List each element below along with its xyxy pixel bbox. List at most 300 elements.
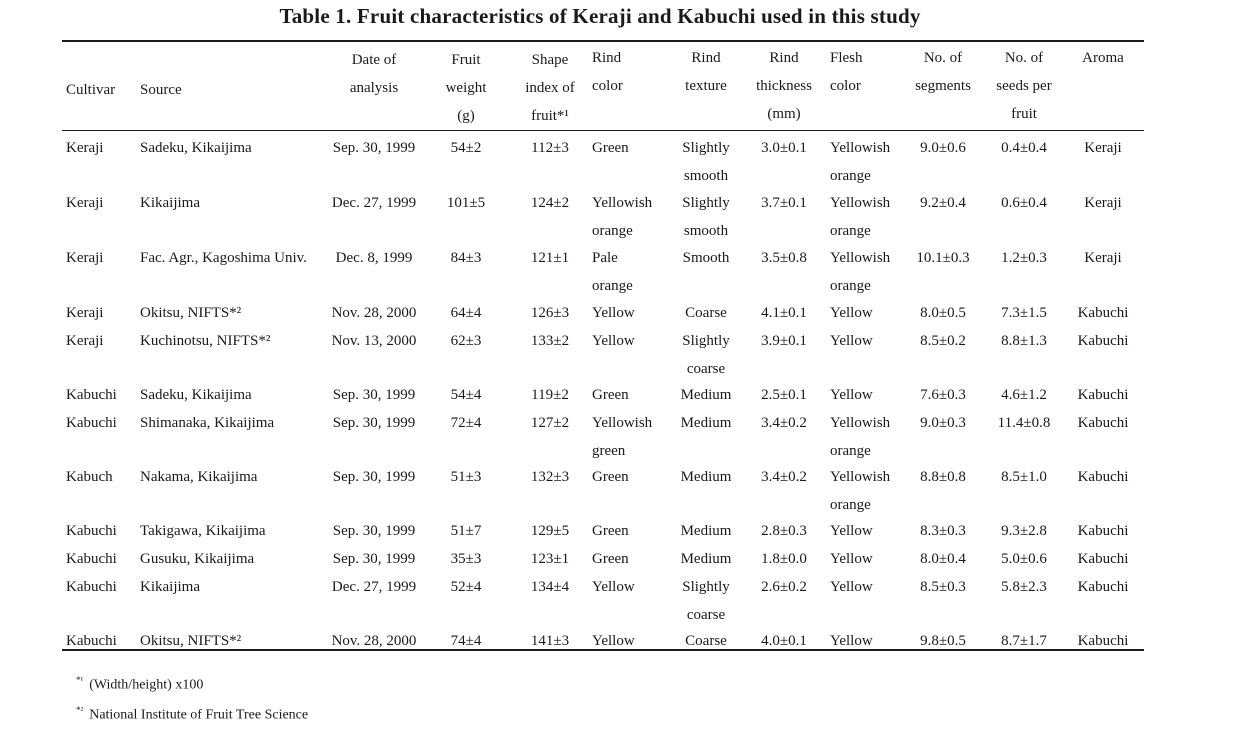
cell-shape-line: 121±1 xyxy=(530,250,570,266)
header-weight-line: weight xyxy=(445,80,487,96)
cell-aroma-line: Kabuchi xyxy=(1077,305,1129,321)
cell-weight-line: 54±4 xyxy=(450,387,482,403)
cell-rind-texture xyxy=(674,134,738,190)
header-seeds-line: fruit xyxy=(1011,106,1037,122)
cell-shape-line: 127±2 xyxy=(530,415,570,431)
cell-rind-texture-line: Medium xyxy=(680,387,732,403)
cell-rind-color xyxy=(592,545,672,573)
header-rind-color xyxy=(592,44,672,100)
cell-seeds-line: 5.8±2.3 xyxy=(1001,579,1047,595)
cell-aroma xyxy=(1068,517,1138,545)
cell-segments xyxy=(908,463,978,491)
cell-weight xyxy=(436,409,496,437)
cell-shape xyxy=(510,244,590,272)
cell-date xyxy=(322,381,426,409)
footnote-1 xyxy=(76,668,308,698)
cell-rind-thickness xyxy=(748,327,820,355)
header-weight-line: Fruit xyxy=(451,52,481,68)
cell-segments-line: 9.2±0.4 xyxy=(920,195,966,211)
cell-segments-line: 9.0±0.3 xyxy=(920,415,966,431)
cell-weight xyxy=(436,134,496,162)
cell-date xyxy=(322,627,426,655)
cell-rind-thickness-line: 3.0±0.1 xyxy=(761,140,807,156)
cell-rind-thickness xyxy=(748,409,820,437)
cell-seeds xyxy=(986,189,1062,217)
cell-date xyxy=(322,463,426,491)
cell-shape xyxy=(510,545,590,573)
header-seeds xyxy=(986,44,1062,128)
cell-flesh-color-line: Yellow xyxy=(830,579,873,595)
cell-flesh-color-line: Yellowish xyxy=(830,469,891,485)
cell-date-line: Sep. 30, 1999 xyxy=(332,140,416,156)
cell-rind-texture xyxy=(674,409,738,437)
cell-cultivar-line: Keraji xyxy=(66,250,104,266)
cell-seeds-line: 9.3±2.8 xyxy=(1001,523,1047,539)
cell-shape xyxy=(510,517,590,545)
cell-cultivar-line: Keraji xyxy=(66,305,104,321)
cell-shape-line: 126±3 xyxy=(530,305,570,321)
header-weight-line: (g) xyxy=(457,108,475,124)
cell-seeds xyxy=(986,517,1062,545)
cell-date xyxy=(322,189,426,217)
cell-flesh-color-line: orange xyxy=(830,278,871,294)
header-cultivar xyxy=(66,76,128,104)
cell-flesh-color-line: Yellow xyxy=(830,333,873,349)
cell-source xyxy=(140,573,320,601)
cell-cultivar xyxy=(66,244,128,272)
cell-source xyxy=(140,327,320,355)
cell-weight xyxy=(436,299,496,327)
header-flesh-color-line: color xyxy=(830,78,861,94)
top-rule xyxy=(62,40,1144,42)
cell-weight-line: 64±4 xyxy=(450,305,482,321)
header-rind-texture-line: texture xyxy=(685,78,727,94)
cell-source-line: Nakama, Kikaijima xyxy=(140,469,258,485)
header-date-line: Date of xyxy=(351,52,397,68)
cell-rind-texture-line: Coarse xyxy=(685,305,727,321)
cell-seeds-line: 0.4±0.4 xyxy=(1001,140,1047,156)
cell-aroma xyxy=(1068,189,1138,217)
cell-aroma xyxy=(1068,627,1138,655)
footnote-1-text: (Width/height) x100 xyxy=(89,677,204,693)
cell-aroma-line: Keraji xyxy=(1084,195,1122,211)
cell-shape-line: 134±4 xyxy=(530,579,570,595)
cell-source xyxy=(140,381,320,409)
footnote-2-text: National Institute of Fruit Tree Science xyxy=(89,707,309,723)
header-aroma xyxy=(1068,44,1138,72)
cell-shape-line: 133±2 xyxy=(530,333,570,349)
cell-rind-color-line: Yellow xyxy=(592,305,635,321)
cell-seeds xyxy=(986,381,1062,409)
cell-date xyxy=(322,517,426,545)
cell-flesh-color-line: Yellowish xyxy=(830,415,891,431)
cell-segments-line: 8.8±0.8 xyxy=(920,469,966,485)
cell-rind-texture xyxy=(674,244,738,272)
cell-flesh-color-line: orange xyxy=(830,168,871,184)
cell-flesh-color xyxy=(830,189,910,245)
cell-cultivar xyxy=(66,134,128,162)
cell-segments-line: 8.5±0.2 xyxy=(920,333,966,349)
cell-date-line: Sep. 30, 1999 xyxy=(332,469,416,485)
cell-rind-color-line: Green xyxy=(592,551,629,567)
cell-aroma-line: Keraji xyxy=(1084,250,1122,266)
header-segments-line: No. of xyxy=(923,50,963,66)
cell-shape xyxy=(510,409,590,437)
cell-aroma-line: Kabuchi xyxy=(1077,387,1129,403)
cell-segments-line: 7.6±0.3 xyxy=(920,387,966,403)
cell-aroma xyxy=(1068,299,1138,327)
cell-segments xyxy=(908,189,978,217)
cell-flesh-color xyxy=(830,545,910,573)
cell-flesh-color-line: Yellow xyxy=(830,387,873,403)
cell-flesh-color xyxy=(830,517,910,545)
header-rind-color-line: Rind xyxy=(592,50,622,66)
cell-cultivar-line: Keraji xyxy=(66,333,104,349)
cell-aroma-line: Kabuchi xyxy=(1077,633,1129,649)
cell-source xyxy=(140,299,320,327)
cell-shape xyxy=(510,189,590,217)
cell-source xyxy=(140,244,320,272)
cell-rind-color-line: Pale xyxy=(592,250,618,266)
cell-date-line: Dec. 27, 1999 xyxy=(331,195,417,211)
header-segments-line: segments xyxy=(915,78,971,94)
cell-seeds xyxy=(986,299,1062,327)
header-date-line: analysis xyxy=(349,80,399,96)
cell-rind-texture xyxy=(674,573,738,629)
cell-rind-thickness-line: 1.8±0.0 xyxy=(761,551,807,567)
cell-segments xyxy=(908,517,978,545)
cell-rind-thickness-line: 4.0±0.1 xyxy=(761,633,807,649)
cell-seeds xyxy=(986,463,1062,491)
cell-source xyxy=(140,409,320,437)
cell-rind-color-line: orange xyxy=(592,223,633,239)
cell-shape xyxy=(510,463,590,491)
cell-rind-color xyxy=(592,517,672,545)
cell-date-line: Sep. 30, 1999 xyxy=(332,387,416,403)
cell-cultivar xyxy=(66,327,128,355)
cell-source-line: Kikaijima xyxy=(140,195,200,211)
cell-cultivar xyxy=(66,627,128,655)
header-rind-thickness-line: (mm) xyxy=(767,106,801,122)
cell-rind-texture-line: coarse xyxy=(686,607,726,623)
cell-rind-color xyxy=(592,134,672,162)
cell-rind-color-line: Green xyxy=(592,469,629,485)
cell-segments xyxy=(908,409,978,437)
cell-segments-line: 8.0±0.4 xyxy=(920,551,966,567)
cell-flesh-color-line: orange xyxy=(830,223,871,239)
cell-segments xyxy=(908,327,978,355)
header-rind-thickness xyxy=(748,44,820,128)
header-shape xyxy=(510,46,590,130)
cell-rind-texture-line: Medium xyxy=(680,415,732,431)
cell-cultivar-line: Keraji xyxy=(66,195,104,211)
header-rule xyxy=(62,130,1144,131)
cell-segments xyxy=(908,299,978,327)
cell-flesh-color-line: orange xyxy=(830,497,871,513)
cell-segments xyxy=(908,627,978,655)
cell-flesh-color-line: Yellow xyxy=(830,523,873,539)
cell-date xyxy=(322,409,426,437)
cell-rind-thickness xyxy=(748,244,820,272)
cell-aroma-line: Kabuchi xyxy=(1077,415,1129,431)
cell-source xyxy=(140,545,320,573)
cell-rind-texture-line: smooth xyxy=(683,168,729,184)
cell-weight xyxy=(436,627,496,655)
header-segments xyxy=(908,44,978,100)
cell-cultivar-line: Kabuchi xyxy=(66,523,117,539)
cell-rind-thickness xyxy=(748,463,820,491)
cell-rind-texture-line: coarse xyxy=(686,361,726,377)
cell-source xyxy=(140,627,320,655)
header-rind-thickness-line: Rind xyxy=(769,50,799,66)
cell-flesh-color-line: Yellow xyxy=(830,305,873,321)
cell-weight xyxy=(436,573,496,601)
cell-cultivar-line: Kabuchi xyxy=(66,551,117,567)
cell-rind-color xyxy=(592,381,672,409)
cell-rind-texture xyxy=(674,189,738,245)
cell-aroma-line: Kabuchi xyxy=(1077,523,1129,539)
cell-rind-color-line: Yellowish xyxy=(592,415,653,431)
cell-cultivar-line: Kabuchi xyxy=(66,633,117,649)
header-rind-texture xyxy=(674,44,738,100)
cell-segments-line: 8.0±0.5 xyxy=(920,305,966,321)
header-weight xyxy=(436,46,496,130)
cell-rind-color xyxy=(592,189,672,245)
cell-rind-thickness-line: 3.9±0.1 xyxy=(761,333,807,349)
cell-seeds xyxy=(986,627,1062,655)
cell-date xyxy=(322,134,426,162)
cell-rind-texture xyxy=(674,517,738,545)
cell-aroma-line: Kabuchi xyxy=(1077,333,1129,349)
cell-rind-thickness-line: 3.4±0.2 xyxy=(761,469,807,485)
cell-flesh-color xyxy=(830,463,910,519)
cell-date xyxy=(322,244,426,272)
header-shape-line: index of xyxy=(525,80,575,96)
cell-date-line: Sep. 30, 1999 xyxy=(332,415,416,431)
cell-date-line: Sep. 30, 1999 xyxy=(332,523,416,539)
cell-seeds-line: 11.4±0.8 xyxy=(997,415,1051,431)
cell-weight-line: 35±3 xyxy=(450,551,482,567)
cell-source-line: Kikaijima xyxy=(140,579,200,595)
cell-flesh-color-line: Yellow xyxy=(830,551,873,567)
cell-source-line: Sadeku, Kikaijima xyxy=(140,387,252,403)
cell-segments xyxy=(908,545,978,573)
cell-weight xyxy=(436,327,496,355)
cell-rind-color xyxy=(592,299,672,327)
cell-segments-line: 8.5±0.3 xyxy=(920,579,966,595)
cell-aroma-line: Kabuchi xyxy=(1077,469,1129,485)
cell-date xyxy=(322,299,426,327)
header-date xyxy=(322,46,426,102)
header-rind-color-line: color xyxy=(592,78,623,94)
cell-rind-thickness-line: 4.1±0.1 xyxy=(761,305,807,321)
cell-cultivar-line: Kabuchi xyxy=(66,579,117,595)
cell-source-line: Sadeku, Kikaijima xyxy=(140,140,252,156)
header-flesh-color-line: Flesh xyxy=(830,50,863,66)
cell-weight-line: 51±7 xyxy=(450,523,482,539)
cell-rind-texture xyxy=(674,627,738,655)
cell-aroma-line: Keraji xyxy=(1084,140,1122,156)
cell-cultivar xyxy=(66,189,128,217)
cell-cultivar xyxy=(66,463,128,491)
cell-date xyxy=(322,545,426,573)
cell-shape xyxy=(510,627,590,655)
header-rind-thickness-line: thickness xyxy=(756,78,812,94)
footnote-2 xyxy=(76,698,308,728)
cell-rind-texture xyxy=(674,299,738,327)
cell-weight-line: 62±3 xyxy=(450,333,482,349)
cell-cultivar-line: Keraji xyxy=(66,140,104,156)
cell-flesh-color xyxy=(830,409,910,465)
cell-weight-line: 52±4 xyxy=(450,579,482,595)
cell-rind-thickness xyxy=(748,573,820,601)
cell-segments xyxy=(908,244,978,272)
cell-shape-line: 132±3 xyxy=(530,469,570,485)
header-aroma-line: Aroma xyxy=(1082,50,1124,66)
cell-source xyxy=(140,463,320,491)
cell-rind-texture xyxy=(674,327,738,383)
cell-rind-thickness xyxy=(748,517,820,545)
footnote-2-mark: *² xyxy=(76,704,84,715)
cell-weight xyxy=(436,545,496,573)
header-shape-line: fruit*¹ xyxy=(531,108,569,124)
cell-seeds-line: 7.3±1.5 xyxy=(1001,305,1047,321)
cell-weight xyxy=(436,463,496,491)
cell-seeds-line: 8.5±1.0 xyxy=(1001,469,1047,485)
cell-weight-line: 74±4 xyxy=(450,633,482,649)
cell-flesh-color xyxy=(830,134,910,190)
cell-flesh-color xyxy=(830,327,910,355)
cell-aroma xyxy=(1068,463,1138,491)
cell-shape-line: 112±3 xyxy=(531,140,569,156)
cell-rind-texture-line: Slightly xyxy=(682,333,730,349)
cell-rind-color xyxy=(592,463,672,491)
cell-flesh-color xyxy=(830,299,910,327)
cell-rind-thickness-line: 2.5±0.1 xyxy=(761,387,807,403)
cell-flesh-color xyxy=(830,244,910,300)
cell-rind-texture-line: Medium xyxy=(680,523,732,539)
cell-date-line: Dec. 27, 1999 xyxy=(331,579,417,595)
cell-rind-thickness xyxy=(748,627,820,655)
cell-rind-thickness xyxy=(748,381,820,409)
cell-rind-color-line: green xyxy=(592,443,626,459)
cell-date-line: Nov. 28, 2000 xyxy=(331,305,417,321)
cell-date-line: Nov. 28, 2000 xyxy=(331,633,417,649)
cell-aroma-line: Kabuchi xyxy=(1077,579,1129,595)
cell-source xyxy=(140,517,320,545)
cell-cultivar xyxy=(66,573,128,601)
cell-rind-thickness-line: 2.6±0.2 xyxy=(761,579,807,595)
cell-date xyxy=(322,327,426,355)
cell-rind-texture-line: Medium xyxy=(680,551,732,567)
cell-rind-texture-line: Slightly xyxy=(682,140,730,156)
cell-cultivar xyxy=(66,517,128,545)
cell-rind-texture-line: Coarse xyxy=(685,633,727,649)
cell-shape-line: 123±1 xyxy=(530,551,570,567)
cell-shape xyxy=(510,573,590,601)
cell-shape-line: 141±3 xyxy=(530,633,570,649)
cell-rind-thickness xyxy=(748,134,820,162)
cell-aroma xyxy=(1068,545,1138,573)
cell-shape-line: 119±2 xyxy=(531,387,569,403)
cell-date-line: Dec. 8, 1999 xyxy=(335,250,413,266)
cell-segments xyxy=(908,134,978,162)
cell-weight-line: 101±5 xyxy=(446,195,486,211)
cell-flesh-color-line: orange xyxy=(830,443,871,459)
cell-segments-line: 9.8±0.5 xyxy=(920,633,966,649)
cell-rind-color-line: Green xyxy=(592,523,629,539)
cell-seeds xyxy=(986,327,1062,355)
cell-aroma xyxy=(1068,327,1138,355)
cell-seeds xyxy=(986,545,1062,573)
header-cultivar-line: Cultivar xyxy=(66,82,116,98)
cell-seeds-line: 5.0±0.6 xyxy=(1001,551,1047,567)
header-source xyxy=(140,76,320,104)
cell-rind-texture xyxy=(674,545,738,573)
cell-aroma xyxy=(1068,134,1138,162)
cell-cultivar xyxy=(66,545,128,573)
cell-rind-texture-line: Slightly xyxy=(682,195,730,211)
cell-source xyxy=(140,189,320,217)
cell-seeds xyxy=(986,244,1062,272)
cell-cultivar xyxy=(66,409,128,437)
cell-weight-line: 72±4 xyxy=(450,415,482,431)
cell-segments-line: 9.0±0.6 xyxy=(920,140,966,156)
cell-date xyxy=(322,573,426,601)
cell-rind-thickness-line: 3.4±0.2 xyxy=(761,415,807,431)
cell-rind-color-line: Yellow xyxy=(592,579,635,595)
cell-source-line: Okitsu, NIFTS*² xyxy=(140,633,242,649)
header-rind-texture-line: Rind xyxy=(691,50,721,66)
cell-segments xyxy=(908,573,978,601)
cell-weight-line: 54±2 xyxy=(450,140,482,156)
cell-seeds-line: 1.2±0.3 xyxy=(1001,250,1047,266)
cell-flesh-color xyxy=(830,381,910,409)
header-shape-line: Shape xyxy=(531,52,569,68)
cell-seeds-line: 8.8±1.3 xyxy=(1001,333,1047,349)
cell-aroma xyxy=(1068,244,1138,272)
cell-rind-thickness xyxy=(748,545,820,573)
cell-rind-texture-line: smooth xyxy=(683,223,729,239)
cell-rind-color-line: Green xyxy=(592,140,629,156)
cell-shape-line: 124±2 xyxy=(530,195,570,211)
cell-weight-line: 84±3 xyxy=(450,250,482,266)
cell-shape xyxy=(510,299,590,327)
cell-cultivar-line: Kabuch xyxy=(66,469,113,485)
cell-seeds xyxy=(986,409,1062,437)
cell-flesh-color-line: Yellow xyxy=(830,633,873,649)
cell-rind-thickness-line: 3.7±0.1 xyxy=(761,195,807,211)
header-source-line: Source xyxy=(140,82,182,98)
cell-weight xyxy=(436,381,496,409)
cell-weight-line: 51±3 xyxy=(450,469,482,485)
cell-rind-color xyxy=(592,627,672,655)
cell-seeds xyxy=(986,134,1062,162)
cell-rind-color xyxy=(592,573,672,601)
cell-cultivar xyxy=(66,299,128,327)
cell-source-line: Okitsu, NIFTS*² xyxy=(140,305,242,321)
cell-rind-texture-line: Medium xyxy=(680,469,732,485)
cell-flesh-color-line: Yellowish xyxy=(830,140,891,156)
cell-cultivar-line: Kabuchi xyxy=(66,415,117,431)
cell-aroma xyxy=(1068,381,1138,409)
cell-seeds-line: 4.6±1.2 xyxy=(1001,387,1047,403)
cell-rind-color-line: Yellow xyxy=(592,333,635,349)
header-seeds-line: seeds per xyxy=(996,78,1052,94)
cell-segments xyxy=(908,381,978,409)
cell-shape xyxy=(510,134,590,162)
cell-rind-thickness xyxy=(748,189,820,217)
